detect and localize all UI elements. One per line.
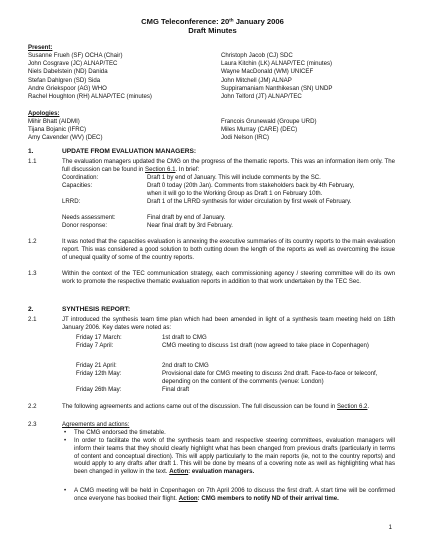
agreement-item-1: The CMG endorsed the timetable. bbox=[74, 429, 166, 436]
bullet-icon: • bbox=[64, 429, 67, 436]
timeplan-row-26-may: Friday 26th May: Final draft bbox=[76, 386, 190, 393]
paragraph-2-2: The following agreements and actions came out of the discussion. The full discussion can be found in Section 6.2. bbox=[62, 403, 370, 410]
section-6-1-link[interactable]: Section 6.1 bbox=[145, 165, 176, 173]
section-1-heading: UPDATE FROM EVALUATION MANAGERS: bbox=[62, 148, 197, 155]
update-row-donor-response: Donor response: Near final draft by 3rd February. bbox=[62, 222, 233, 229]
paragraph-2-2-number: 2.2 bbox=[28, 403, 37, 410]
paragraph-1-1: The evaluation managers updated the CMG on the progress of the thematic reports. This was an information item only. The full discussion can be found in Section 6.1. In brief: bbox=[62, 158, 395, 173]
paragraph-2-1-number: 2.1 bbox=[28, 316, 37, 323]
paragraph-2-3-number: 2.3 bbox=[28, 421, 37, 428]
apologies-left-list: Mihir Bhatt (AIDMI) Tijana Bojanic (IFRC) Amy Cavender (WV) (DEC) bbox=[28, 118, 103, 142]
timeplan-row-12-may: Friday 12th May: Provisional date for CMG meeting to discuss 2nd draft. Face-to-face or teleconf, depending on the content of the comments (venue: London) bbox=[76, 370, 378, 385]
apologies-label: Apologies: bbox=[28, 110, 60, 117]
bullet-icon: • bbox=[64, 437, 67, 444]
document-subtitle: Draft Minutes bbox=[188, 26, 237, 35]
paragraph-1-3-number: 1.3 bbox=[28, 270, 37, 277]
section-2-number: 2. bbox=[28, 306, 34, 313]
update-row-capacities: Capacities: Draft 0 today (20th Jan). Comments from stakeholders back by 4th February, when it will go to the Working Group as Draft 1 on February 10th. bbox=[62, 182, 355, 197]
document-title: CMG Teleconference: 20th January 2006 bbox=[141, 17, 284, 26]
section-6-2-link[interactable]: Section 6.2 bbox=[336, 403, 368, 410]
paragraph-1-1-number: 1.1 bbox=[28, 158, 37, 165]
paragraph-1-2: It was noted that the capacities evaluation is annexing the executive summaries of its country reports to the main evaluation report. This was considered a good solution to both cutting down the length of the reports as well as overcoming the issue of unequal quality of some of the country reports. bbox=[62, 238, 395, 261]
present-left-list: Susanne Frueh (SF) OCHA (Chair) John Cosgrave (JC) ALNAP/TEC Niels Dabelstein (ND) Danida Stefan Dahlgren (SD) Sida Andre Griekspoor (AG) WHO Rachel Houghton (RH) ALNAP/TEC (minutes) bbox=[28, 52, 152, 100]
page-number: 1 bbox=[388, 524, 392, 531]
section-1-number: 1. bbox=[28, 148, 34, 155]
update-row-lrrd: LRRD: Draft 1 of the LRRD synthesis for wider circulation by first week of February. bbox=[62, 198, 352, 205]
timeplan-row-17-march: Friday 17 March: 1st draft to CMG bbox=[76, 334, 207, 341]
agreement-item-3: A CMG meeting will be held in Copenhagen on 7th April 2006 to discuss the first draft. A start time will be confirmed once everyone has booked their flight. Action: CMG members to notify ND of their arrival time. bbox=[74, 487, 395, 502]
timeplan-row-21-april: Friday 21 April: 2nd draft to CMG bbox=[76, 362, 209, 369]
update-row-coordination: Coordination: Draft 1 by end of January. This will include comments by the SC. bbox=[62, 174, 321, 181]
bullet-icon: • bbox=[64, 487, 67, 494]
agreements-heading: Agreements and actions: bbox=[62, 421, 130, 428]
paragraph-1-2-number: 1.2 bbox=[28, 238, 37, 245]
apologies-right-list: Francois Grunewald (Groupe URD) Miles Murray (CARE) (DEC) Jodi Nelson (IRC) bbox=[221, 118, 317, 142]
timeplan-row-7-april: Friday 7 April: CMG meeting to discuss 1st draft (now agreed to take place in Copenhagen) bbox=[76, 342, 369, 349]
paragraph-2-1: JT introduced the synthesis team time plan which had been amended in light of a synthesis team meeting held on 18th January 2006. Key dates were noted as: bbox=[62, 316, 395, 331]
present-label: Present: bbox=[28, 44, 53, 51]
paragraph-1-3: Within the context of the TEC communication strategy, each commissioning agency / steering committee will do its own work to promote the respective thematic evaluation reports in addition to that work undertaken by the TEC Sec. bbox=[62, 270, 395, 285]
section-2-heading: SYNTHESIS REPORT: bbox=[62, 306, 131, 313]
present-right-list: Christoph Jacob (CJ) SDC Laura Kitchin (LK) ALNAP/TEC (minutes) Wayne MacDonald (WM) UNICEF John Mitchell (JM) ALNAP Suppiramaniam Nanthikesan (SN) UNDP John Telford (JT) ALNAP/TEC bbox=[221, 52, 333, 100]
agreement-item-2: In order to facilitate the work of the synthesis team and respective steering committees, evaluation managers will inform their teams that they should clearly highlight what has been changed from previous drafts (particularly in terms of content and conceptual direction). This will apply particularly to the main reports (ie, not to the country reports) and would apply to any drafts after draft 1. This will be done by means of a covering note as well as highlighting what has been changed in yellow in the text. Action: evaluation managers. bbox=[74, 437, 395, 476]
update-row-needs-assessment: Needs assessment: Final draft by end of January. bbox=[62, 214, 226, 221]
